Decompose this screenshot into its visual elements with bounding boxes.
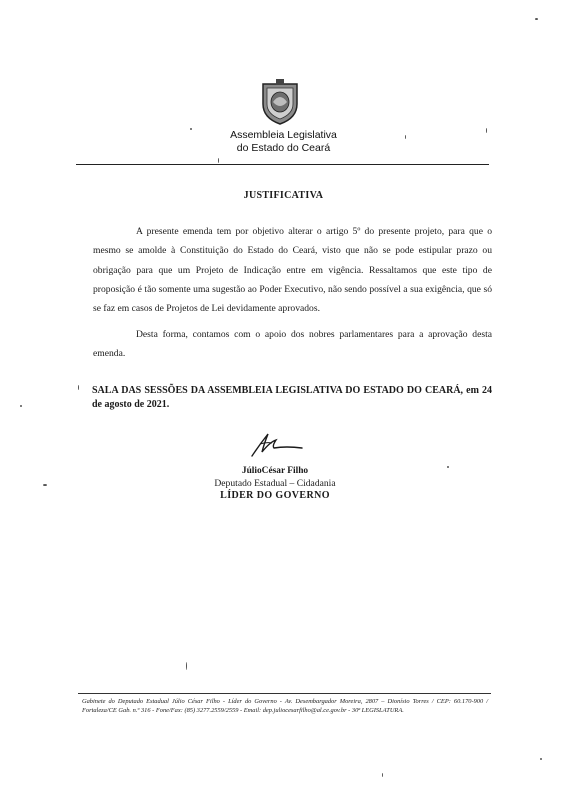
scan-speck — [43, 484, 47, 486]
org-name-line2: do Estado do Ceará — [236, 142, 331, 154]
document-heading: JUSTIFICATIVA — [243, 190, 324, 201]
session-date-line: SALA DAS SESSÕES DA ASSEMBLEIA LEGISLATIVA DO ESTADO DO CEARÁ, em 24 de agosto de 2021. — [92, 385, 492, 410]
scan-speck — [78, 385, 79, 390]
scan-speck — [186, 662, 187, 670]
signatory-title: LÍDER DO GOVERNO — [220, 490, 330, 501]
scan-speck — [535, 18, 538, 20]
paragraph-closing: Desta forma, contamos com o apoio dos nobres parlamentares para a aprovação desta emenda. — [93, 329, 492, 360]
scan-speck — [382, 773, 383, 777]
footer-address: Gabinete do Deputado Estadual Júlio César Filho - Líder do Governo - Av. Desembargador Moreira, 2807 – Dionísio Torres / CEP: 60.170-900 / Fortaleza/CE Gab. n.º 316 - Fone/Fax: (85) 3277.2559/2559 - Email: dep.juliocesarfilho@al.ce.gov.br - 30ª LEGISLATURA. — [82, 698, 488, 714]
header-divider — [76, 164, 489, 165]
scan-speck — [486, 128, 487, 133]
signatory-name: JúlioCésar Filho — [241, 466, 309, 476]
scan-speck — [190, 128, 192, 130]
signatory-role: Deputado Estadual – Cidadania — [214, 478, 336, 489]
org-name-line1: Assembleia Legislativa — [230, 129, 337, 141]
scan-speck — [447, 466, 449, 468]
coat-of-arms-icon — [259, 78, 301, 126]
signature-image — [246, 430, 306, 458]
scan-speck — [218, 158, 219, 163]
scan-speck — [540, 758, 542, 760]
footer-divider — [78, 693, 491, 694]
scan-speck — [20, 405, 22, 407]
scan-speck — [405, 135, 406, 139]
paragraph-justification: A presente emenda tem por objetivo alterar o artigo 5º do presente projeto, para que o mesmo se amolde à Constituição do Estado do Ceará, visto que não se pode estipular prazo ou obrigação para que um Projeto de Indicação entre em vigência. Ressaltamos que este tipo de proposição é tão somente uma sugestão ao Poder Executivo, não sendo possível a sua exigência, que só se faz em casos de Projetos de Lei devidamente aprovados. — [93, 226, 492, 315]
